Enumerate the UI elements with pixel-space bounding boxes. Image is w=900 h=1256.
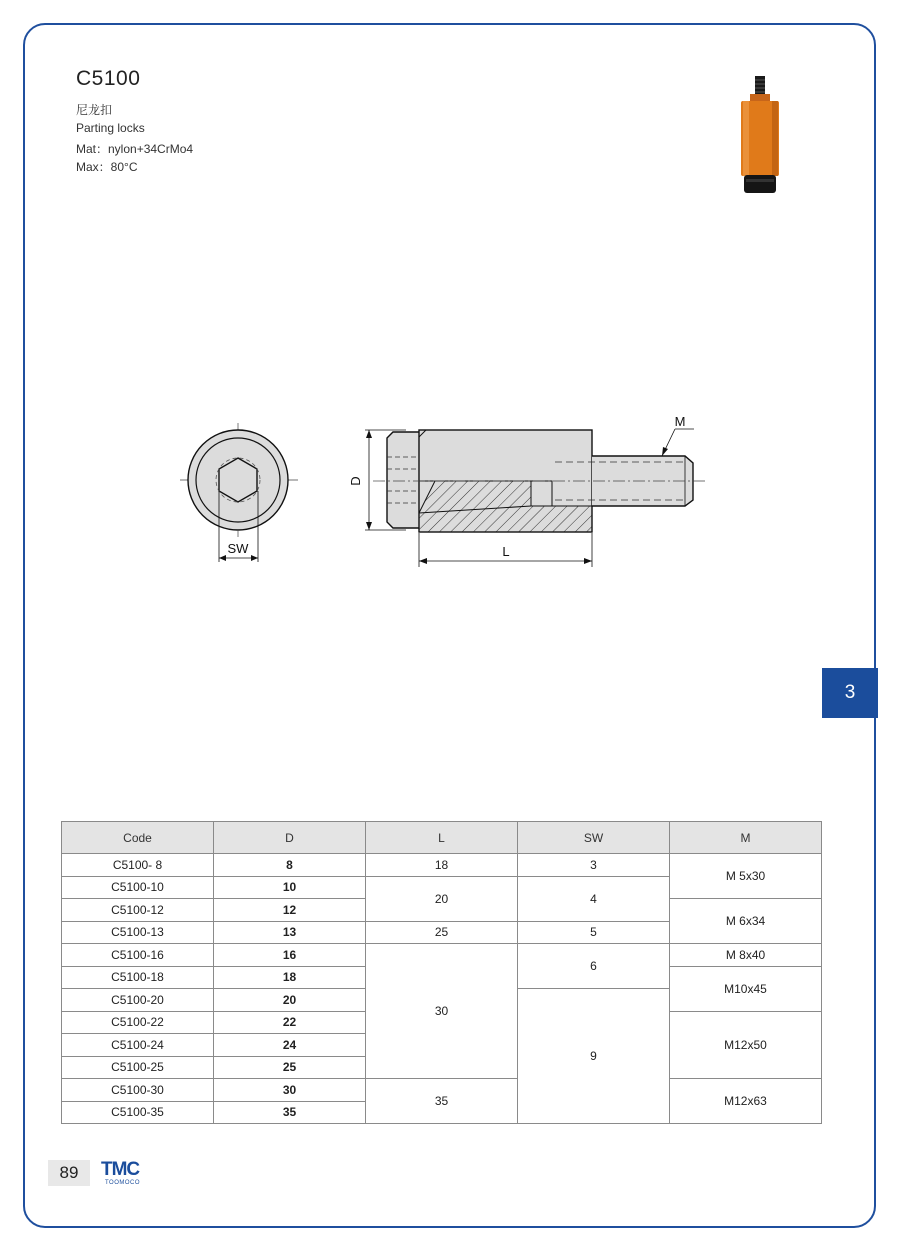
cell-m: M12x63: [670, 1079, 822, 1124]
cell-l: 30: [366, 944, 518, 1079]
material-spec: Mat：nylon+34CrMo4: [76, 142, 194, 156]
end-view: [180, 423, 298, 562]
table-header-row: [62, 822, 822, 854]
cell-l: 25: [366, 921, 518, 944]
col-header-m: M: [670, 822, 822, 854]
chapter-tab[interactable]: 3: [822, 668, 878, 718]
cell-l: 20: [366, 876, 518, 921]
cell-code: C5100- 8: [62, 854, 214, 877]
brand-logo: [101, 1160, 147, 1188]
cell-d: 25: [214, 1056, 366, 1079]
table-row: [62, 854, 822, 877]
cell-sw: 6: [518, 944, 670, 989]
side-view: [348, 414, 705, 567]
cell-d: 18: [214, 966, 366, 989]
col-header-l: L: [366, 822, 518, 854]
page-number: 89: [48, 1160, 90, 1186]
cell-code: C5100-20: [62, 989, 214, 1012]
cell-d: 22: [214, 1011, 366, 1034]
cell-code: C5100-16: [62, 944, 214, 967]
spec-table: [61, 821, 822, 1124]
cell-sw: 4: [518, 876, 670, 921]
cell-l: 35: [366, 1079, 518, 1124]
cell-m: M12x50: [670, 1011, 822, 1079]
cell-d: 8: [214, 854, 366, 877]
cell-d: 10: [214, 876, 366, 899]
cell-m: M 5x30: [670, 854, 822, 899]
sw-dimension-label: SW: [227, 541, 249, 556]
product-name-en: Parting locks: [76, 121, 145, 135]
cell-code: C5100-13: [62, 921, 214, 944]
logo-text: TMC: [101, 1159, 140, 1180]
cell-d: 24: [214, 1034, 366, 1057]
table-row: [62, 1079, 822, 1102]
product-code-title: C5100: [76, 67, 141, 90]
cell-sw: 5: [518, 921, 670, 944]
cell-code: C5100-18: [62, 966, 214, 989]
cell-d: 20: [214, 989, 366, 1012]
cell-l: 18: [366, 854, 518, 877]
max-temperature: Max：80°C: [76, 160, 138, 174]
cell-d: 13: [214, 921, 366, 944]
m-thread-label: M: [674, 414, 686, 429]
cell-d: 12: [214, 899, 366, 922]
cell-code: C5100-24: [62, 1034, 214, 1057]
cell-code: C5100-10: [62, 876, 214, 899]
table-row: [62, 944, 822, 967]
cell-m: M 6x34: [670, 899, 822, 944]
product-name-cn: 尼龙扣: [76, 103, 113, 117]
cell-d: 35: [214, 1101, 366, 1124]
cell-sw: 3: [518, 854, 670, 877]
l-dimension-label: L: [502, 544, 510, 559]
cell-code: C5100-22: [62, 1011, 214, 1034]
technical-drawing: [170, 405, 730, 575]
d-dimension-label: D: [348, 476, 363, 486]
cell-code: C5100-25: [62, 1056, 214, 1079]
cell-code: C5100-35: [62, 1101, 214, 1124]
col-header-code: Code: [62, 822, 214, 854]
cell-m: M10x45: [670, 966, 822, 1011]
cell-sw: 9: [518, 989, 670, 1124]
cell-code: C5100-30: [62, 1079, 214, 1102]
cell-d: 16: [214, 944, 366, 967]
cell-d: 30: [214, 1079, 366, 1102]
logo-subtext: TOOMOCO: [105, 1180, 141, 1186]
cell-code: C5100-12: [62, 899, 214, 922]
product-photo: [728, 74, 788, 198]
col-header-d: D: [214, 822, 366, 854]
col-header-sw: SW: [518, 822, 670, 854]
cell-m: M 8x40: [670, 944, 822, 967]
